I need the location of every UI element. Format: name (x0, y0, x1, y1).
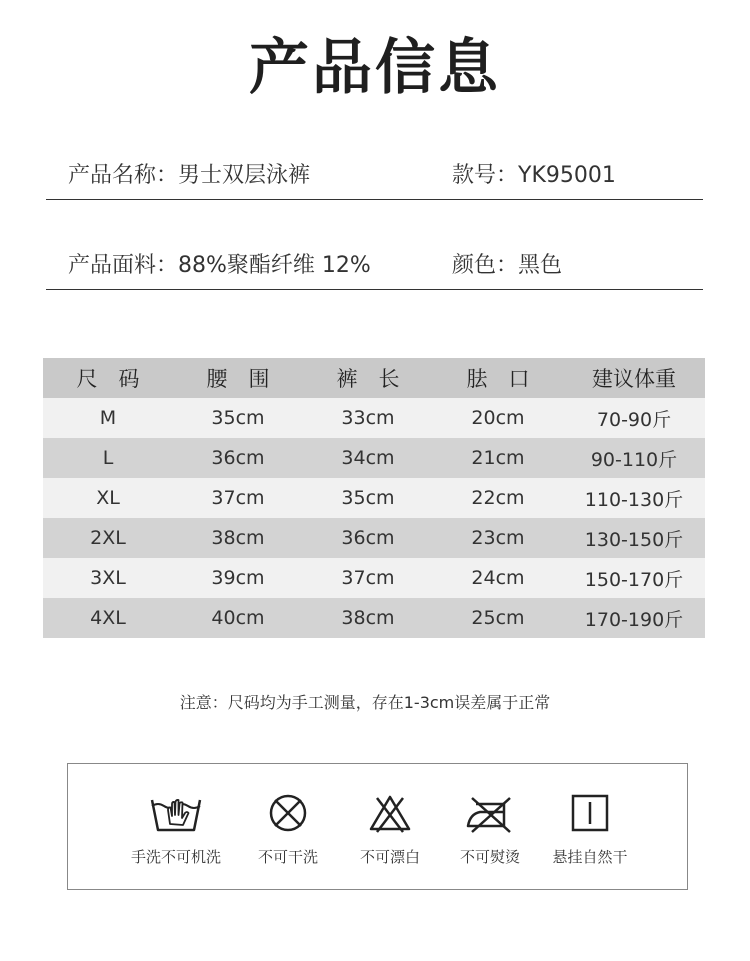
table-row (43, 598, 705, 638)
style-number: 款号：YK95001 (452, 163, 616, 188)
cell-weight: 90-110斤 (590, 448, 678, 471)
cell-length: 37cm (341, 567, 395, 589)
care-label-hand-wash: 手洗不可机洗 (130, 848, 221, 866)
care-label-no-iron: 不可熨烫 (459, 848, 520, 866)
table-row (43, 398, 705, 438)
cell-leg-opening: 21cm (471, 447, 525, 469)
cell-weight: 130-150斤 (584, 528, 684, 551)
care-instructions (67, 763, 688, 890)
cell-leg-opening: 22cm (471, 487, 525, 509)
cell-waist: 36cm (211, 447, 265, 469)
cell-leg-opening: 20cm (471, 407, 525, 429)
cell-waist: 37cm (211, 487, 265, 509)
table-row (43, 438, 705, 478)
cell-length: 35cm (341, 487, 395, 509)
cell-length: 38cm (341, 607, 395, 629)
care-item-hand-wash (116, 792, 236, 867)
cell-length: 33cm (341, 407, 395, 429)
cell-waist: 35cm (211, 407, 265, 429)
cell-leg-opening: 25cm (471, 607, 525, 629)
care-label-hang-dry: 悬挂自然干 (552, 848, 628, 866)
cell-leg-opening: 24cm (471, 567, 525, 589)
hand-wash-icon (148, 792, 204, 834)
cell-weight: 70-90斤 (596, 408, 672, 431)
size-table (43, 358, 705, 638)
hang-dry-icon (569, 792, 611, 834)
cell-leg-opening: 23cm (471, 527, 525, 549)
cell-waist: 38cm (211, 527, 265, 549)
cell-waist: 40cm (211, 607, 265, 629)
info-row-name (46, 152, 703, 200)
size-table-header (43, 358, 705, 398)
cell-size: M (99, 407, 117, 429)
product-name: 产品名称：男士双层泳裤 (68, 163, 311, 188)
page-title: 产品信息 (249, 33, 501, 103)
product-color: 颜色：黑色 (452, 253, 563, 278)
header-weight: 建议体重 (592, 367, 676, 391)
cell-size: 2XL (90, 527, 126, 549)
care-label-no-bleach: 不可漂白 (359, 848, 420, 866)
measurement-note: 注意：尺码均为手工测量，存在1-3cm误差属于正常 (179, 693, 551, 712)
care-item-hang-dry (530, 792, 650, 867)
cell-length: 34cm (341, 447, 395, 469)
table-row (43, 518, 705, 558)
care-label-no-dry-clean: 不可干洗 (257, 848, 318, 866)
no-dry-clean-icon (267, 792, 309, 834)
cell-weight: 170-190斤 (584, 608, 684, 631)
info-row-fabric (46, 242, 703, 290)
header-waist: 腰 围 (206, 367, 270, 391)
no-iron-icon (464, 792, 516, 834)
cell-size: XL (96, 487, 120, 509)
cell-weight: 110-130斤 (584, 488, 684, 511)
cell-size: 4XL (90, 607, 126, 629)
cell-size: 3XL (90, 567, 126, 589)
table-row (43, 558, 705, 598)
cell-weight: 150-170斤 (584, 568, 684, 591)
product-fabric: 产品面料：88%聚酯纤维 12% (68, 253, 371, 278)
table-row (43, 478, 705, 518)
header-size: 尺 码 (76, 367, 140, 391)
no-bleach-icon (367, 792, 413, 834)
cell-size: L (102, 447, 114, 469)
header-length: 裤 长 (336, 367, 400, 391)
cell-length: 36cm (341, 527, 395, 549)
cell-waist: 39cm (211, 567, 265, 589)
header-leg-opening: 胠 口 (466, 367, 530, 391)
